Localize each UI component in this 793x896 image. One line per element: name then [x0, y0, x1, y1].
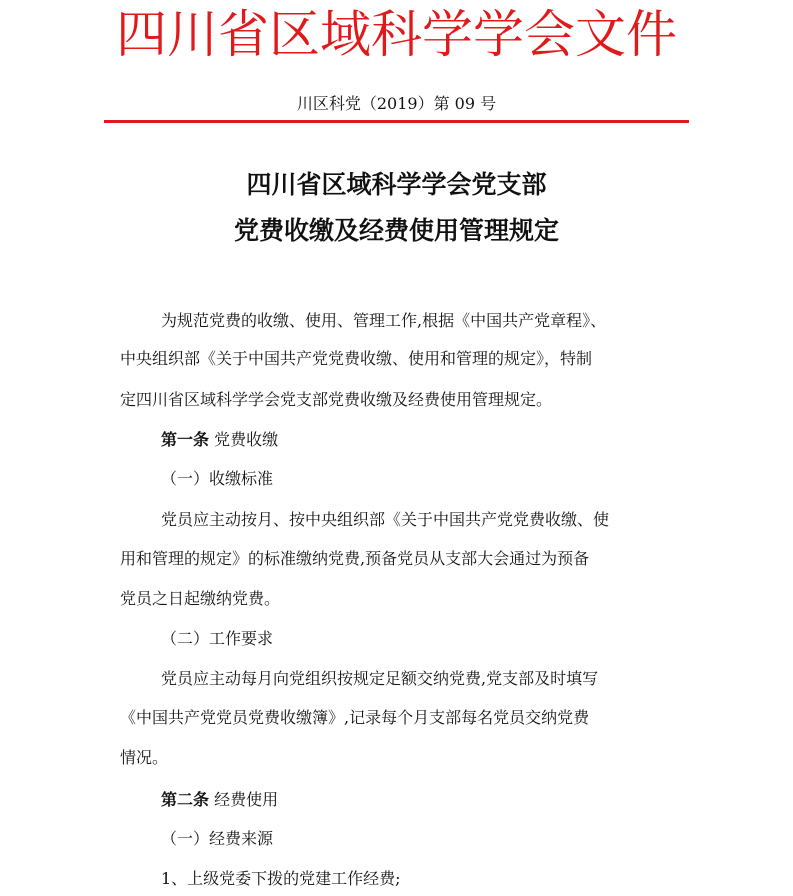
article-1-sub-2-line-2: 《中国共产党党员党费收缴簿》,记录每个月支部每名党员交纳党费: [120, 708, 590, 727]
article-1-number: 第一条: [161, 430, 210, 449]
document-title-line-1: 四川省区域科学学会党支部: [246, 170, 547, 199]
article-2-number: 第二条: [161, 790, 210, 809]
header-red-rule: [104, 120, 689, 123]
article-1-sub-2-line-1: 党员应主动每月向党组织按规定足额交纳党费,党支部及时填写: [161, 669, 599, 688]
article-1-sub-1-line-1: 党员应主动按月、按中央组织部《关于中国共产党党费收缴、使: [161, 510, 610, 529]
article-1-sub-1-line-2: 用和管理的规定》的标准缴纳党费,预备党员从支部大会通过为预备: [120, 549, 590, 568]
article-1-sub-1-heading: （一）收缴标准: [161, 469, 274, 488]
intro-line-2: 中央组织部《关于中国共产党党费收缴、使用和管理的规定》，特制: [120, 349, 593, 368]
article-1-sub-1-line-3: 党员之日起缴纳党费。: [120, 589, 281, 608]
article-2-heading-row: [161, 789, 723, 811]
article-2-title: 经费使用: [214, 790, 279, 809]
intro-line-3: 定四川省区域科学学会党支部党费收缴及经费使用管理规定。: [120, 390, 553, 409]
article-1-sub-2-line-3: 情况。: [120, 748, 169, 767]
article-2-sub-1-heading: （一）经费来源: [161, 829, 274, 848]
document-header-title: 四川省区域科学学会文件: [115, 6, 677, 65]
article-1-heading-row: [161, 429, 723, 451]
intro-line-1: 为规范党费的收缴、使用、管理工作,根据《中国共产党章程》、: [161, 311, 607, 330]
document-number: 川区科党（2019）第 09 号: [296, 94, 497, 113]
article-1-title: 党费收缴: [214, 430, 279, 449]
article-1-sub-2-heading: （二）工作要求: [161, 629, 274, 648]
document-title-line-2: 党费收缴及经费使用管理规定: [233, 216, 559, 245]
article-2-sub-1-line-1: 1、上级党委下拨的党建工作经费;: [161, 869, 401, 888]
